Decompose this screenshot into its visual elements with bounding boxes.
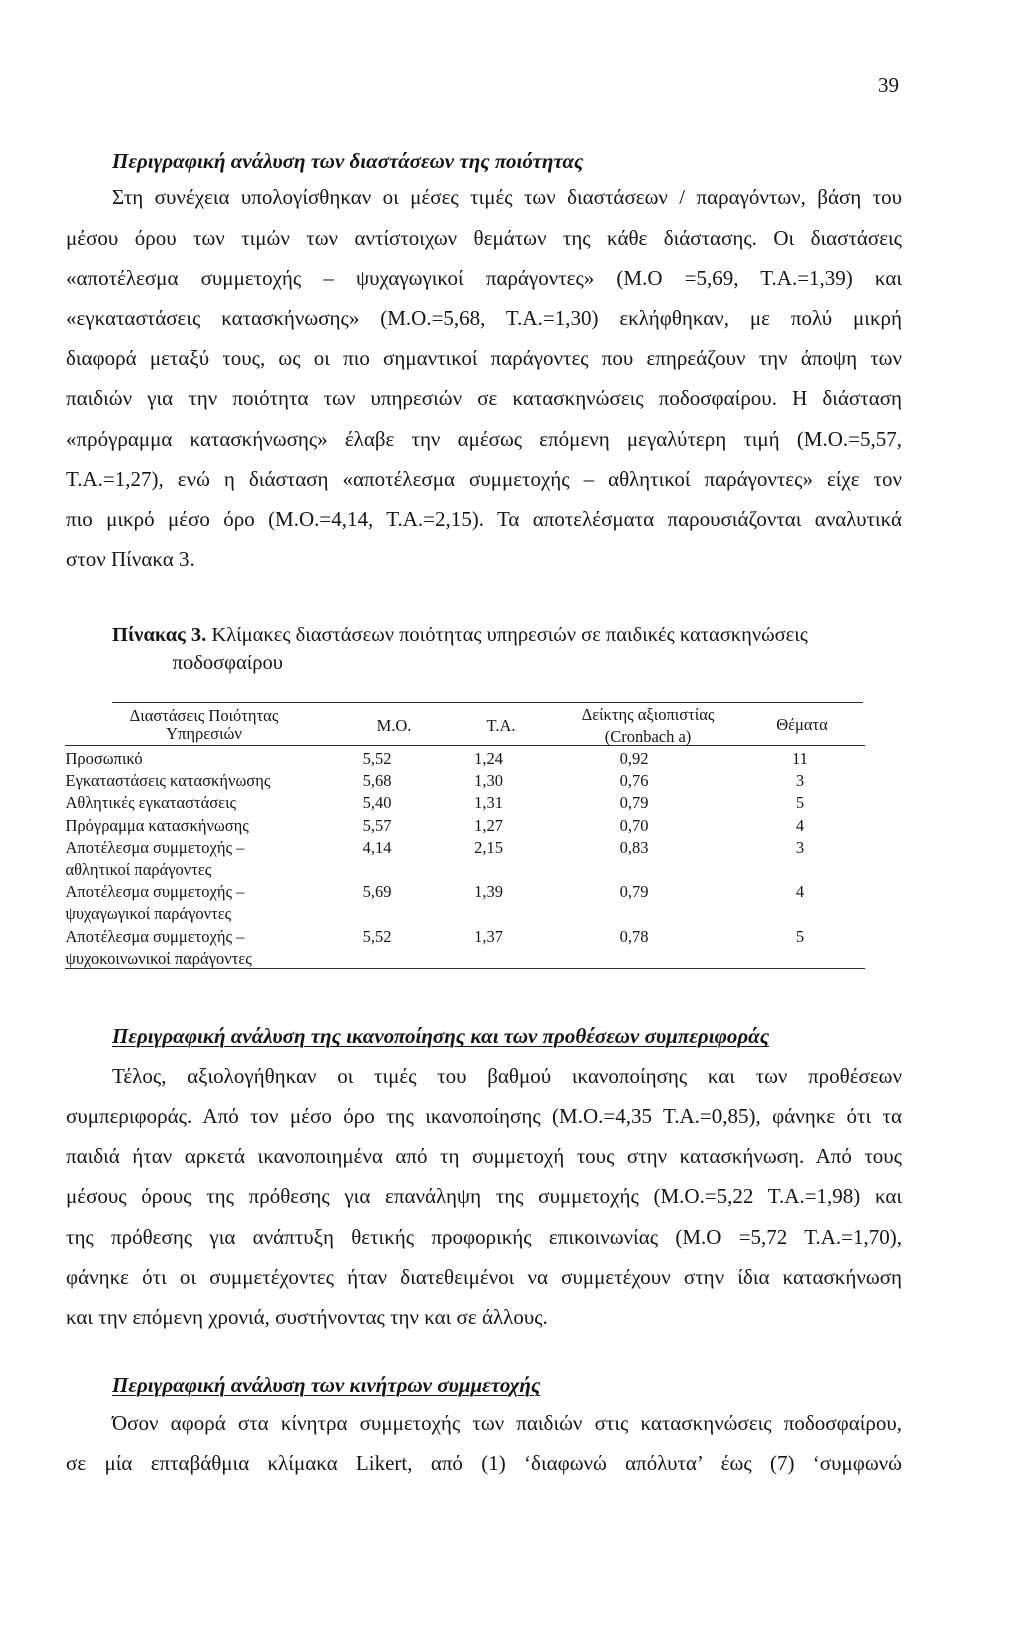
cronbach-cell: 0,92 [619, 749, 649, 768]
sd-cell: 1,24 [474, 749, 503, 768]
cronbach-cell: 0,76 [619, 771, 649, 791]
dimension-cell [66, 881, 331, 925]
cronbach-cell: 0,79 [619, 882, 649, 902]
paragraph-line: φάνηκε ότι οι συμμετέχοντες ήταν διατεθειμένοι να συμμετέχουν στην ίδια κατασκήνωση [66, 1264, 902, 1289]
dimension-label: ψυχαγωγικοί παράγοντες [65, 904, 232, 924]
table-header-rule [65, 745, 865, 746]
dimension-label: ψυχοκοινωνικοί παράγοντες [65, 948, 252, 968]
caption-text: Κλίμακες διαστάσεων ποιότητας υπηρεσιών σε παιδικές κατασκηνώσεις [211, 624, 808, 646]
mean-cell: 5,57 [362, 815, 392, 835]
cronbach-cell: 0,70 [619, 815, 649, 835]
table-row [0, 881, 1024, 925]
paragraph-line: Τ.Α.=1,27), ενώ η διάσταση «αποτέλεσμα συμμετοχής – αθλητικοί παράγοντες» είχε τον [66, 466, 902, 491]
caption-line: ποδοσφαίρου [172, 652, 283, 674]
dimension-label: Εγκαταστάσεις κατασκήνωσης [65, 771, 271, 791]
dimension-label: αθλητικοί παράγοντες [65, 860, 212, 880]
paragraph-quality [66, 177, 902, 579]
cronbach-cell: 0,79 [619, 793, 649, 813]
paragraph-line: «πρόγραμμα κατασκήνωσης» έλαβε την αμέσως επόμενη μεγαλύτερη τιμή (Μ.Ο.=5,57, [66, 426, 902, 451]
section-heading-quality [66, 141, 902, 181]
paragraph-line: μέσους όρους της πρόθεσης για επανάληψη της συμμετοχής (Μ.Ο.=5,22 Τ.Α.=1,98) και [66, 1184, 902, 1209]
table-row [0, 748, 1024, 770]
dimension-label: Αποτέλεσμα συμμετοχής – [65, 926, 245, 946]
dimension-cell [66, 770, 331, 792]
mean-cell: 5,52 [362, 749, 392, 768]
dimension-label: Αθλητικές εγκαταστάσεις [65, 793, 237, 813]
paragraph-line: και την επόμενη χρονιά, συστήνοντας την και σε άλλους. [66, 1305, 548, 1330]
table-row [0, 792, 1024, 814]
sd-cell: 2,15 [474, 837, 503, 857]
sd-cell: 1,30 [474, 771, 503, 791]
paragraph-line: παιδιών για την ποιότητα των υπηρεσιών σε κατασκηνώσεις ποδοσφαίρου. Η διάσταση [66, 386, 902, 411]
table-caption [112, 621, 808, 677]
header-text: Δείκτης αξιοπιστίας [581, 705, 715, 724]
table-body [0, 748, 1024, 970]
dimension-label: Πρόγραμμα κατασκήνωσης [65, 815, 249, 835]
dimension-label: Αποτέλεσμα συμμετοχής – [65, 837, 245, 857]
mean-cell: 5,68 [362, 771, 392, 791]
dimension-cell [66, 792, 331, 814]
section-heading-text: Περιγραφική ανάλυση των κινήτρων συμμετοχής [112, 1373, 541, 1397]
items-cell: 5 [795, 793, 805, 813]
dimension-label: Αποτέλεσμα συμμετοχής – [65, 882, 245, 902]
items-cell: 4 [795, 882, 805, 902]
paragraph-line: σε μία επταβάθμια κλίμακα Likert, από (1) ‘διαφωνώ απόλυτα’ έως (7) ‘συμφωνώ [66, 1451, 902, 1476]
header-mean: Μ.Ο. [376, 715, 412, 735]
page-number: 39 [878, 73, 899, 97]
caption-label: Πίνακας 3. [112, 624, 207, 646]
table-row [0, 837, 1024, 881]
header-text: Υπηρεσιών [166, 724, 242, 744]
paragraph-line: της πρόθεσης για ανάπτυξη θετικής προφορικής επικοινωνίας (Μ.Ο =5,72 Τ.Α.=1,70), [66, 1224, 902, 1249]
paragraph-line: συμπεριφοράς. Από τον μέσο όρο της ικανοποίησης (Μ.Ο.=4,35 Τ.Α.=0,85), φάνηκε ότι τα [66, 1104, 902, 1129]
items-cell: 3 [795, 771, 805, 791]
paragraph-line: στον Πίνακα 3. [66, 547, 195, 572]
paragraph-line: «αποτέλεσμα συμμετοχής – ψυχαγωγικοί παράγοντες» (Μ.Ο =5,69, Τ.Α.=1,39) και [66, 265, 902, 290]
dimension-cell [66, 926, 331, 970]
table-top-rule [112, 702, 863, 703]
mean-cell: 5,69 [362, 882, 392, 902]
section-heading-text: Περιγραφική ανάλυση των διαστάσεων της ποιότητας [112, 149, 584, 173]
paragraph-line: Στη συνέχεια υπολογίσθηκαν οι μέσες τιμές των διαστάσεων / παραγόντων, βάση του [112, 185, 902, 210]
header-reliability [568, 704, 728, 748]
dimension-label: Προσωπικό [65, 749, 143, 768]
dimension-cell [66, 815, 331, 837]
section-heading-satisfaction [66, 1016, 902, 1056]
sd-cell: 1,31 [474, 793, 503, 813]
sd-cell: 1,37 [474, 926, 503, 946]
section-heading-motives [66, 1365, 902, 1405]
paragraph-line: μέσου όρου των τιμών των αντίστοιχων θεμάτων της κάθε διάστασης. Οι διαστάσεις [66, 225, 902, 250]
cronbach-cell: 0,83 [619, 837, 649, 857]
sd-cell: 1,39 [474, 882, 503, 902]
paragraph-satisfaction [66, 1056, 902, 1337]
paragraph-line: πιο μικρό μέσο όρο (Μ.Ο.=4,14, Τ.Α.=2,15). Τα αποτελέσματα παρουσιάζονται αναλυτικά [66, 506, 902, 531]
paragraph-motives [66, 1403, 902, 1483]
caption-line [112, 621, 808, 649]
items-cell: 4 [795, 815, 805, 835]
items-cell: 11 [792, 749, 808, 768]
mean-cell: 5,40 [362, 793, 392, 813]
items-cell: 5 [795, 926, 805, 946]
paragraph-line: Τέλος, αξιολογήθηκαν οι τιμές του βαθμού ικανοποίησης και των προθέσεων [112, 1063, 902, 1088]
table-row [0, 815, 1024, 837]
header-text: (Cronbach a) [604, 726, 692, 746]
section-heading-text: Περιγραφική ανάλυση της ικανοποίησης και των προθέσεων συμπεριφοράς [112, 1024, 770, 1049]
sd-cell: 1,27 [474, 815, 503, 835]
header-items: Θέματα [776, 714, 828, 734]
header-text: Διαστάσεις Ποιότητας [129, 705, 279, 725]
table-row [0, 926, 1024, 970]
paragraph-line: Όσον αφορά στα κίνητρα συμμετοχής των παιδιών στις κατασκηνώσεις ποδοσφαίρου, [112, 1411, 902, 1435]
mean-cell: 5,52 [362, 926, 392, 946]
dimension-cell [66, 837, 331, 881]
paragraph-line: «εγκαταστάσεις κατασκήνωσης» (Μ.Ο.=5,68, Τ.Α.=1,30) εκλήφθηκαν, με πολύ μικρή [66, 305, 902, 330]
header-sd: Τ.Α. [486, 715, 516, 735]
paragraph-line: παιδιά ήταν αρκετά ικανοποιημένα από τη συμμετοχή τους στην κατασκήνωση. Από τους [66, 1144, 902, 1169]
header-dimension [104, 707, 304, 744]
items-cell: 3 [795, 837, 805, 857]
dimension-cell [66, 748, 331, 770]
cronbach-cell: 0,78 [619, 926, 649, 946]
mean-cell: 4,14 [362, 837, 392, 857]
table-row [0, 770, 1024, 792]
paragraph-line: διαφορά μεταξύ τους, ως οι πιο σημαντικοί παράγοντες που επηρεάζουν την άποψη των [66, 346, 902, 371]
